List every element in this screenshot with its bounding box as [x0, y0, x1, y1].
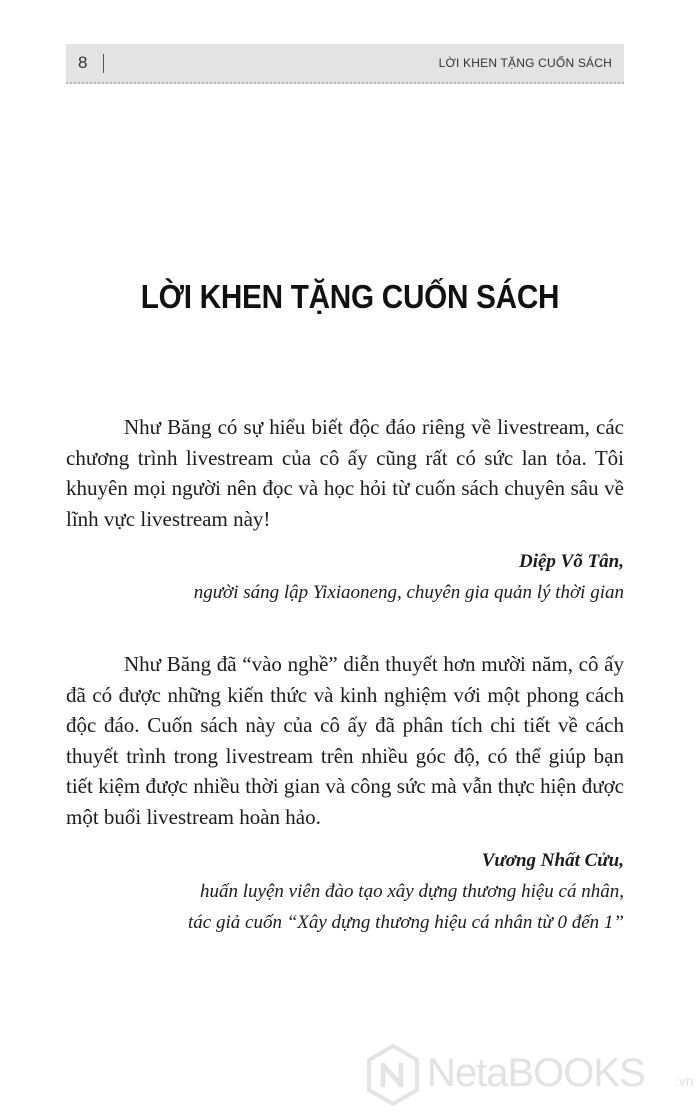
- testimonial-1: [66, 412, 624, 608]
- page-number: 8: [78, 53, 88, 72]
- testimonial-text: Như Băng đã “vào nghề” diễn thuyết hơn mười năm, cô ấy đã có được những kiến thức và kinh nghiệm với một phong cách độc đáo. Cuốn sách này của cô ấy đã phân tích chi tiết về cách thuyết trình trong livestream trên nhiều góc độ, có thể giúp bạn tiết kiệm được nhiều thời gian và công sức mà vẫn thực hiện được một buổi livestream hoàn hảo.: [66, 652, 624, 829]
- author-role-line-1: huấn luyện viên đào tạo xây dựng thương hiệu cá nhân,: [200, 880, 624, 902]
- watermark-text: NetaBOOKS: [427, 1051, 645, 1095]
- testimonial-text: Như Băng có sự hiểu biết độc đáo riêng về livestream, các chương trình livestream của cô ấy cũng rất có sức lan tỏa. Tôi khuyên mọi người nên đọc và học hỏi từ cuốn sách chuyên sâu về lĩnh vực livestream này!: [66, 415, 624, 531]
- watermark-suffix: .vn: [675, 1073, 694, 1089]
- watermark: [365, 1043, 695, 1109]
- author-name: Vương Nhất Cửu,: [481, 849, 624, 871]
- running-header: [66, 44, 624, 84]
- author-name: Diệp Võ Tân,: [518, 551, 624, 573]
- author-role-line-2: tác giả cuốn “Xây dựng thương hiệu cá nhân từ 0 đến 1”: [188, 911, 624, 933]
- author-role: người sáng lập Yixiaoneng, chuyên gia quản lý thời gian: [193, 582, 624, 604]
- running-title: LỜI KHEN TẶNG CUỐN SÁCH: [438, 56, 612, 70]
- chapter-title: LỜI KHEN TẶNG CUỐN SÁCH: [140, 278, 560, 315]
- netabooks-logo-icon: [365, 1043, 421, 1107]
- testimonial-attribution: [66, 546, 624, 608]
- testimonial-attribution: [66, 845, 624, 938]
- header-divider: [103, 54, 104, 73]
- testimonial-2: [66, 649, 624, 938]
